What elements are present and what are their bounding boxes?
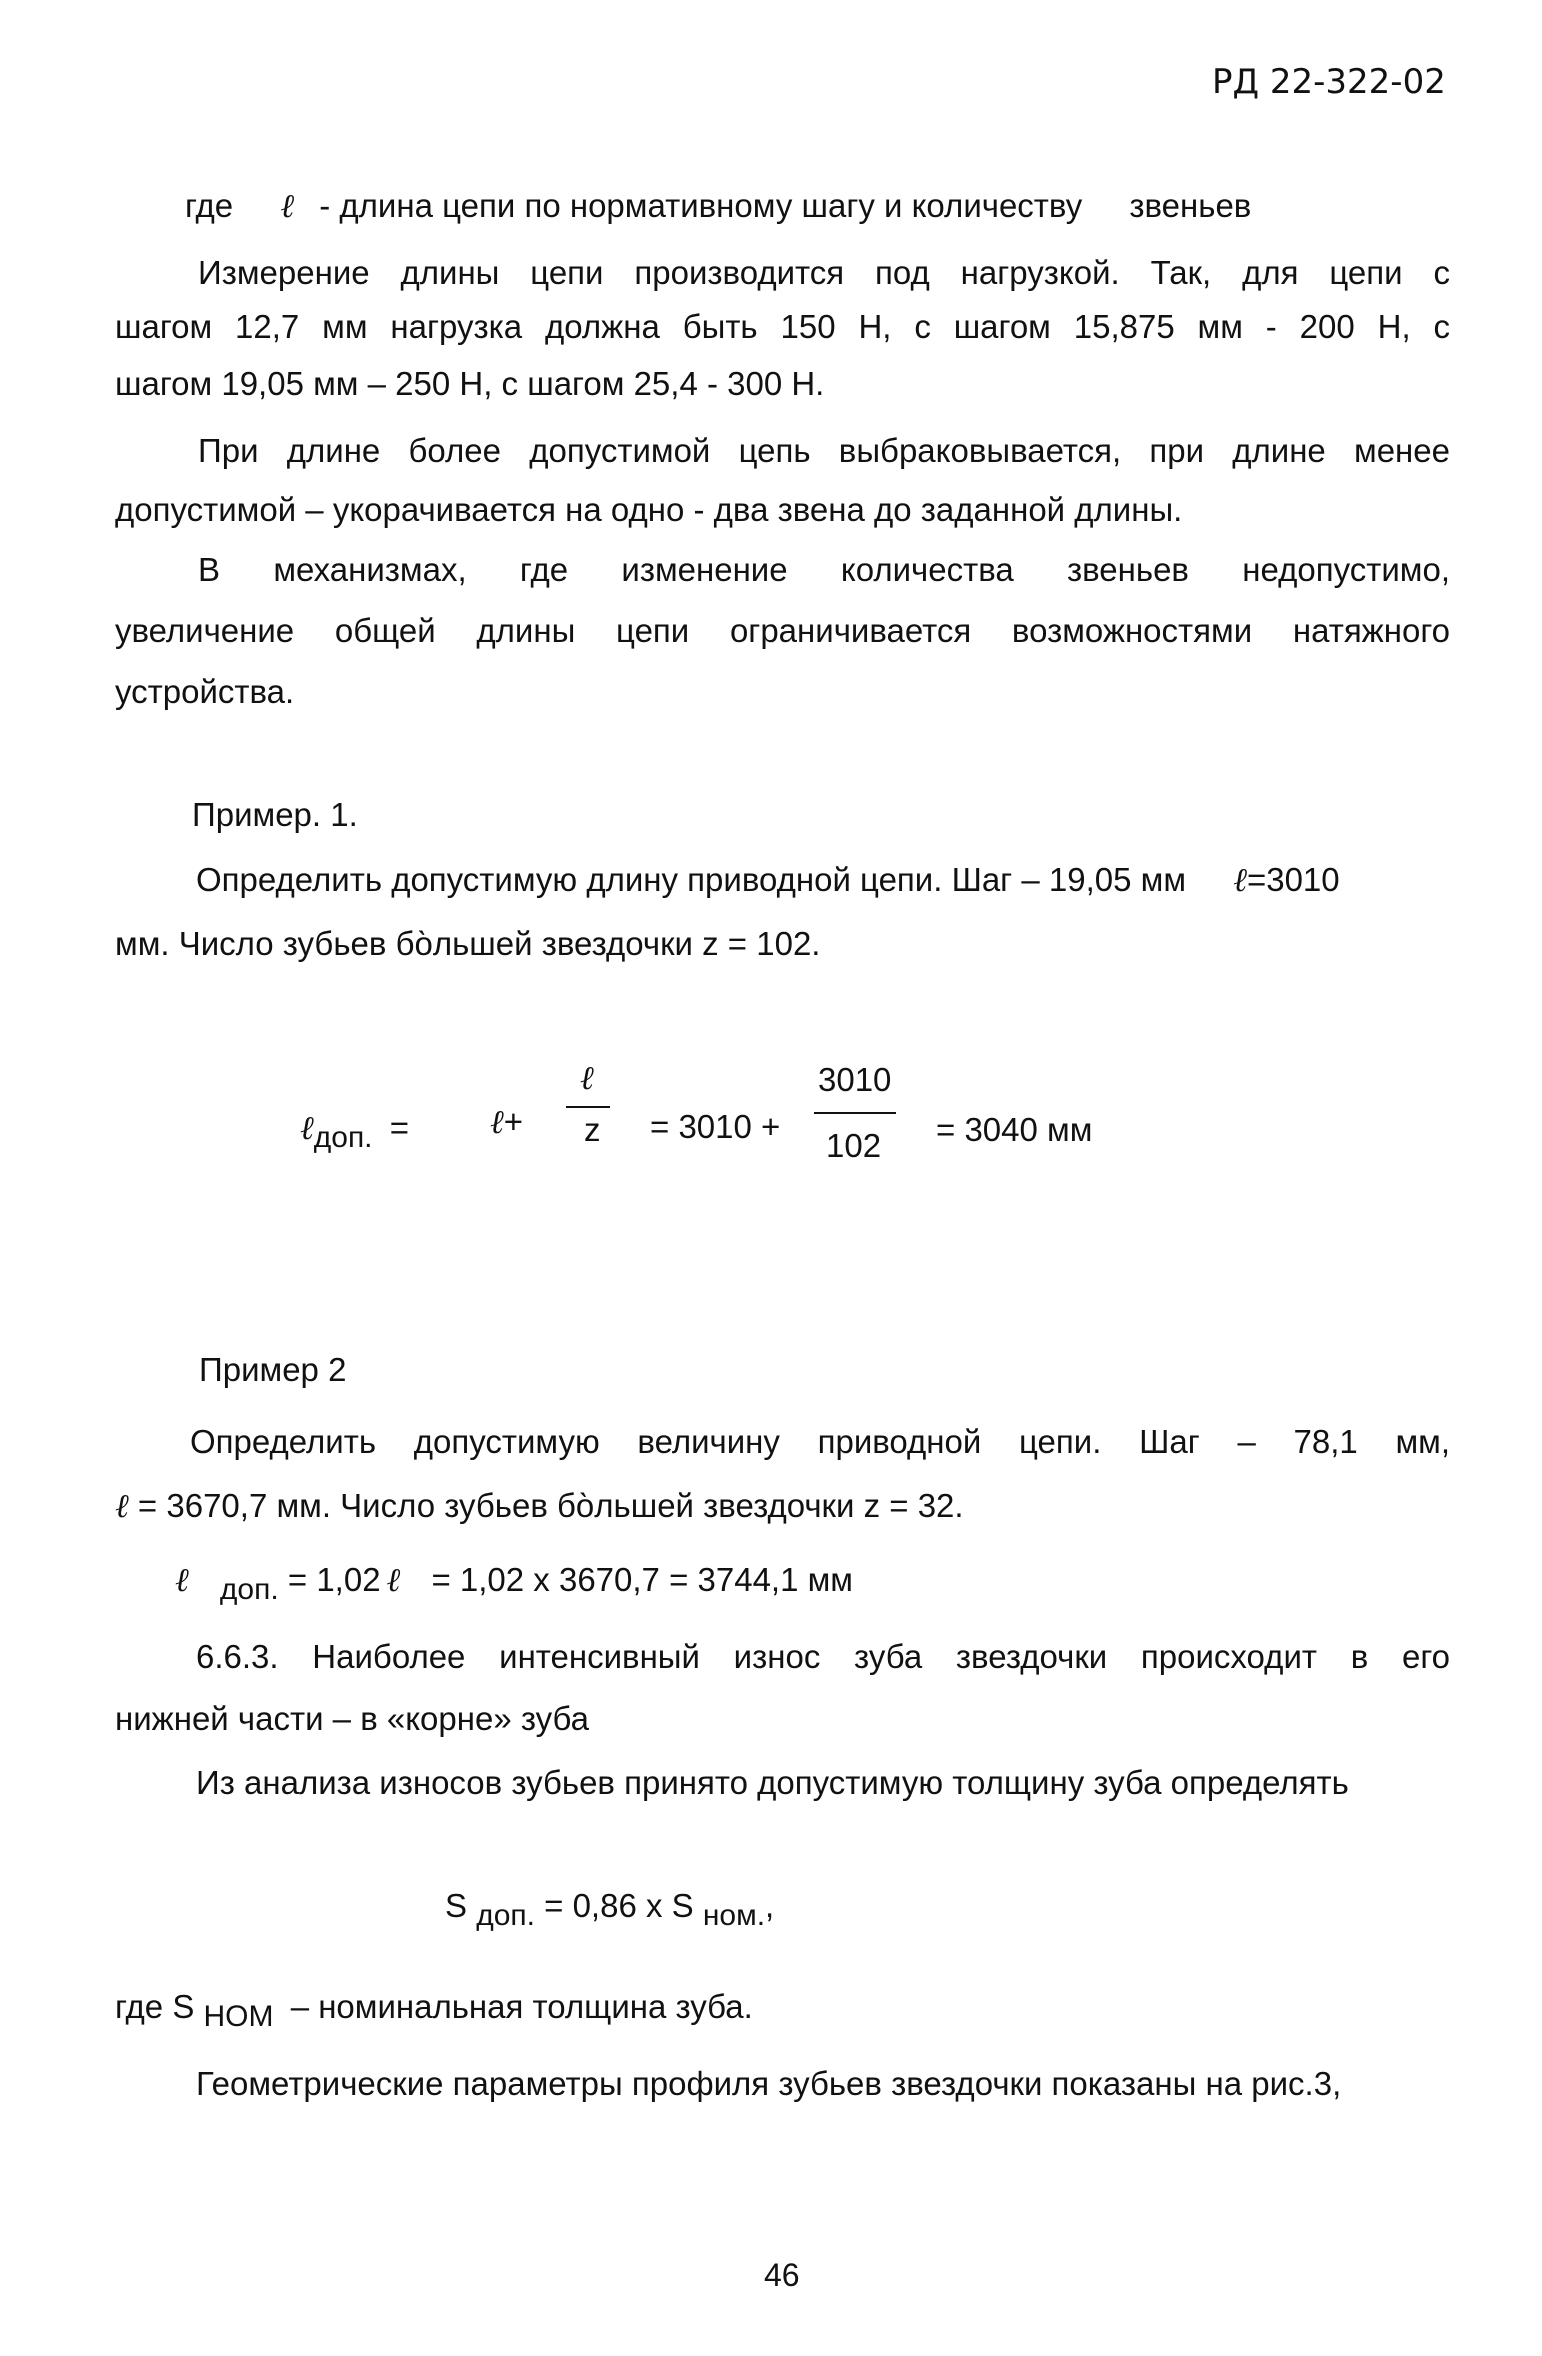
analysis-line: Из анализа износов зубьев принято допустимую толщину зуба определять [196, 1764, 1349, 1801]
fraction-2-numerator: 3010 [818, 1061, 892, 1098]
definition-lead: где [185, 187, 234, 224]
example-2-heading: Пример 2 [199, 1351, 347, 1388]
section-6-6-3-line-1: 6.6.3. Наиболее интенсивный износ зуба звездочки происходит в его [196, 1638, 1450, 1675]
definition-tail: звеньев [1129, 187, 1252, 224]
formula-s-subscript-nominal: ном. [702, 1899, 766, 1932]
length-symbol: ℓ [300, 1108, 314, 1147]
length-symbol: ℓ [1233, 860, 1247, 899]
formula-result: = 3040 мм [936, 1111, 1093, 1148]
formula-subscript: доп. [219, 1573, 279, 1606]
example-1-heading: Пример. 1. [192, 796, 358, 833]
formula-lhs [300, 1108, 409, 1154]
formula-s-subscript-allowed: доп. [476, 1899, 535, 1932]
fraction-1-denominator: z [584, 1111, 601, 1148]
formula-term [490, 1102, 523, 1142]
formula-equals: = [389, 1109, 409, 1146]
definition-text: – номинальная толщина зуба. [290, 1988, 753, 2025]
page-number: 46 [764, 2257, 800, 2293]
formula-lhs-subscript: доп. [313, 1121, 373, 1154]
document-code: РД 22-322-02 [1212, 62, 1446, 102]
paragraph-reject-line-1: При длине более допустимой цепь выбраковывается, при длине менее [198, 432, 1450, 469]
definition-line [185, 186, 1251, 226]
paragraph-mechanism-line-1: В механизмах, где изменение количества звеньев недопустимо, [198, 551, 1450, 588]
formula-s-tail: , [765, 1887, 775, 1924]
fraction-1-numerator: ℓ [580, 1058, 594, 1097]
fraction-2-bar [814, 1112, 896, 1114]
length-symbol: ℓ [490, 1102, 504, 1141]
tooth-thickness-formula [445, 1886, 775, 1932]
length-symbol: ℓ [115, 1486, 129, 1525]
formula-middle: = 3010 + [650, 1108, 781, 1145]
definition-lead: где S [115, 1988, 195, 2025]
paragraph-measure-line-2: шагом 12,7 мм нагрузка должна быть 150 Н, с шагом 15,875 мм - 200 Н, с [115, 308, 1450, 345]
fraction-2-denominator: 102 [826, 1127, 882, 1164]
paragraph-mechanism-line-3: устройства. [115, 673, 295, 710]
example-2-formula [175, 1560, 853, 1606]
formula-s-symbol: S [445, 1887, 468, 1924]
formula-rest: = 1,02 х 3670,7 = 3744,1 мм [431, 1561, 853, 1598]
example-1-task-text: Определить допустимую длину приводной цепи. Шаг – 19,05 мм [196, 861, 1187, 898]
example-2-task-text: = 3670,7 мм. Число зубьев бо̀льшей звездочки z = 32. [137, 1487, 964, 1524]
example-2-task-line-1: Определить допустимую величину приводной цепи. Шаг – 78,1 мм, [190, 1423, 1450, 1460]
paragraph-reject-line-2: допустимой – укорачивается на одно - два звена до заданной длины. [115, 491, 1183, 528]
formula-plus: + [503, 1103, 524, 1140]
section-6-6-3-line-2: нижней части – в «корне» зуба [115, 1700, 589, 1737]
paragraph-mechanism-line-2: увеличение общей длины цепи ограничивается возможностями натяжного [115, 612, 1450, 649]
example-2-task-line-2 [115, 1486, 964, 1526]
example-1-length-value: =3010 [1246, 861, 1340, 898]
formula-coefficient: = 1,02 [287, 1561, 381, 1598]
definition-text: - длина цепи по нормативному шагу и количеству [319, 187, 1083, 224]
example-1-task-line-1 [196, 860, 1340, 900]
geometry-line: Геометрические параметры профиля зубьев звездочки показаны на рис.3, [196, 2065, 1342, 2102]
example-1-task-line-2: мм. Число зубьев бо̀льшей звездочки z = 102. [115, 925, 821, 962]
fraction-1-bar [566, 1106, 610, 1108]
length-symbol: ℓ [386, 1560, 401, 1599]
length-symbol: ℓ [175, 1560, 189, 1599]
nominal-thickness-definition [115, 1987, 753, 2033]
paragraph-measure-line-1: Измерение длины цепи производится под нагрузкой. Так, для цепи с [198, 254, 1450, 291]
definition-subscript: НОМ [203, 2000, 274, 2033]
length-symbol: ℓ [280, 186, 295, 225]
paragraph-measure-line-3: шагом 19,05 мм – 250 Н, с шагом 25,4 - 300 Н. [115, 365, 825, 402]
formula-s-middle: = 0,86 х S [544, 1887, 694, 1924]
